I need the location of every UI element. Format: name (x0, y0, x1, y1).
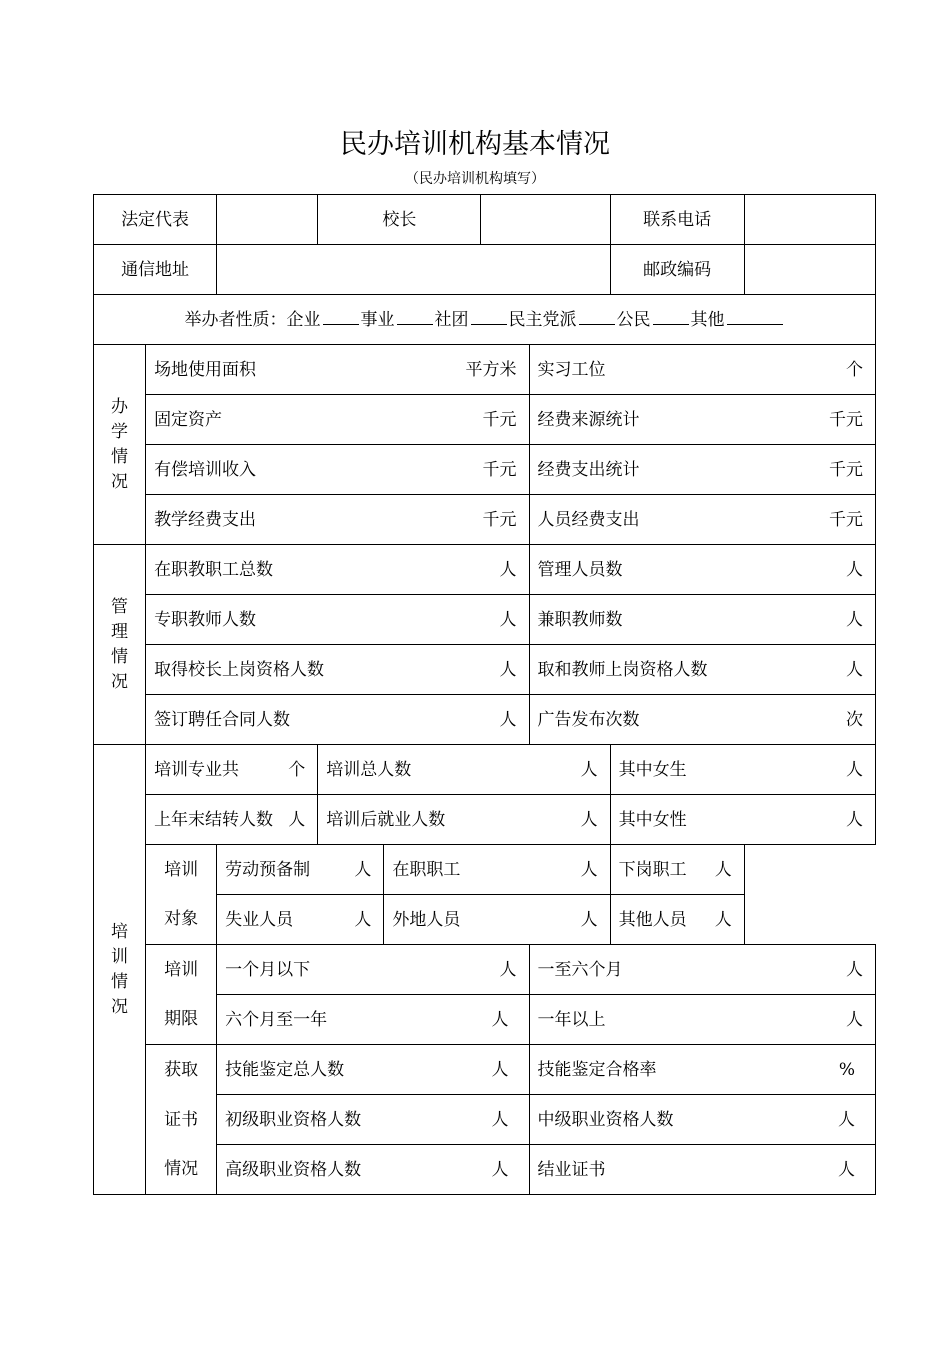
school-field[interactable]: 人员经费支出 千元 (529, 495, 876, 545)
management-row (94, 695, 876, 745)
training-field[interactable]: 其中女性 人 (610, 795, 875, 845)
school-row (94, 445, 876, 495)
school-field[interactable]: 教学经费支出 千元 (146, 495, 529, 545)
sponsor-option-citizen: 公民 (616, 309, 651, 330)
duration-sublabel-1: 培训 (146, 945, 217, 995)
training-general-row (94, 745, 876, 795)
page-title: 民办培训机构基本情况 (340, 129, 610, 160)
sponsor-nature (94, 295, 876, 345)
school-field[interactable]: 经费来源统计 千元 (529, 395, 876, 445)
section-management: 管理情况 (94, 545, 146, 745)
cert-field[interactable]: 初级职业资格人数 人 (217, 1095, 529, 1145)
duration-field[interactable]: 六个月至一年 人 (217, 995, 529, 1045)
duration-field[interactable]: 一个月以下 人 (217, 945, 529, 995)
cert-field[interactable]: 技能鉴定总人数 人 (217, 1045, 529, 1095)
cert-field[interactable]: 中级职业资格人数 人 (529, 1095, 876, 1145)
school-field[interactable]: 有偿培训收入 千元 (146, 445, 529, 495)
training-general-row (94, 795, 876, 845)
school-field[interactable]: 场地使用面积 平方米 (146, 345, 529, 395)
training-duration-row (94, 945, 876, 995)
target-field[interactable]: 失业人员 人 (217, 895, 384, 945)
postcode-field[interactable] (744, 245, 875, 295)
target-field[interactable]: 下岗职工 人 (610, 845, 744, 895)
institution-form-table (93, 194, 876, 1195)
sponsor-blank[interactable] (397, 310, 433, 325)
sponsor-option-enterprise: 企业 (286, 309, 321, 330)
sponsor-label: 举办者性质： (184, 309, 287, 330)
cert-field[interactable]: 结业证书 人 (529, 1145, 876, 1195)
principal-label: 校长 (318, 195, 481, 245)
sponsor-option-other: 其他 (690, 309, 725, 330)
target-field[interactable]: 劳动预备制 人 (217, 845, 384, 895)
management-field[interactable]: 管理人员数 人 (529, 545, 876, 595)
phone-field[interactable] (744, 195, 875, 245)
management-row (94, 595, 876, 645)
certificate-row (94, 1095, 876, 1145)
school-row (94, 345, 876, 395)
target-field[interactable]: 在职职工 人 (384, 845, 610, 895)
management-row (94, 545, 876, 595)
address-field[interactable] (217, 245, 610, 295)
section-training: 培训情况 (94, 745, 146, 1195)
training-field[interactable]: 培训总人数 人 (318, 745, 610, 795)
management-row (94, 645, 876, 695)
legal-rep-label: 法定代表 (94, 195, 217, 245)
training-field[interactable]: 培训后就业人数 人 (318, 795, 610, 845)
duration-sublabel-2: 期限 (146, 995, 217, 1045)
school-row (94, 495, 876, 545)
management-field[interactable]: 取和教师上岗资格人数 人 (529, 645, 876, 695)
principal-field[interactable] (481, 195, 610, 245)
management-field[interactable]: 在职教职工总数 人 (146, 545, 529, 595)
section-school: 办学情况 (94, 345, 146, 545)
sponsor-option-party: 民主党派 (508, 309, 577, 330)
sponsor-option-association: 社团 (434, 309, 469, 330)
cert-field[interactable]: 高级职业资格人数 人 (217, 1145, 529, 1195)
management-field[interactable]: 取得校长上岗资格人数 人 (146, 645, 529, 695)
sponsor-row (94, 295, 876, 345)
training-target-row (94, 895, 876, 945)
postcode-label: 邮政编码 (610, 245, 744, 295)
school-field[interactable]: 实习工位 个 (529, 345, 876, 395)
training-field[interactable]: 培训专业共 个 (146, 745, 318, 795)
training-field[interactable]: 其中女生 人 (610, 745, 875, 795)
cert-sublabel-2: 证书 (146, 1095, 217, 1145)
cert-sublabel-3: 情况 (146, 1145, 217, 1195)
phone-label: 联系电话 (610, 195, 744, 245)
sponsor-blank[interactable] (323, 310, 359, 325)
training-duration-row (94, 995, 876, 1045)
legal-rep-field[interactable] (217, 195, 318, 245)
school-field[interactable]: 经费支出统计 千元 (529, 445, 876, 495)
duration-field[interactable]: 一至六个月 人 (529, 945, 876, 995)
cert-field[interactable]: 技能鉴定合格率 % (529, 1045, 876, 1095)
target-sublabel-1: 培训 (146, 845, 217, 895)
sponsor-blank[interactable] (653, 310, 689, 325)
management-field[interactable]: 签订聘任合同人数 人 (146, 695, 529, 745)
header-row-2 (94, 245, 876, 295)
management-field[interactable]: 专职教师人数 人 (146, 595, 529, 645)
target-sublabel-2: 对象 (146, 895, 217, 945)
cert-sublabel-1: 获取 (146, 1045, 217, 1095)
training-field[interactable]: 上年末结转人数 人 (146, 795, 318, 845)
certificate-row (94, 1145, 876, 1195)
duration-field[interactable]: 一年以上 人 (529, 995, 876, 1045)
training-target-row (94, 845, 876, 895)
header-row-1 (94, 195, 876, 245)
school-row (94, 395, 876, 445)
sponsor-blank[interactable] (727, 310, 783, 325)
management-field[interactable]: 广告发布次数 次 (529, 695, 876, 745)
address-label: 通信地址 (94, 245, 217, 295)
target-field[interactable]: 其他人员 人 (610, 895, 744, 945)
sponsor-blank[interactable] (471, 310, 507, 325)
management-field[interactable]: 兼职教师数 人 (529, 595, 876, 645)
school-field[interactable]: 固定资产 千元 (146, 395, 529, 445)
target-field[interactable]: 外地人员 人 (384, 895, 610, 945)
sponsor-option-public-institution: 事业 (360, 309, 395, 330)
page-subtitle: （民办培训机构填写） (405, 171, 545, 187)
certificate-row (94, 1045, 876, 1095)
sponsor-blank[interactable] (579, 310, 615, 325)
